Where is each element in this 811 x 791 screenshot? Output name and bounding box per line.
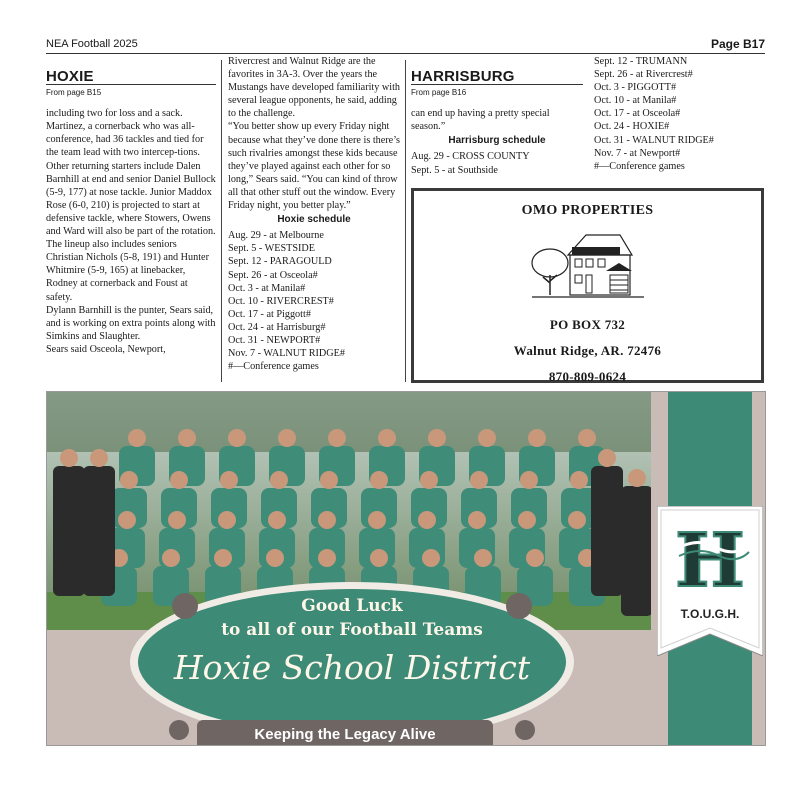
column-divider (221, 60, 222, 382)
player-head (278, 429, 296, 447)
omo-properties-ad (411, 188, 764, 383)
hoxie-column-1 (46, 70, 216, 356)
harrisburg-column-1 (411, 70, 583, 177)
harrisburg-schedule-item: Oct. 10 - at Manila# (594, 95, 677, 107)
hoxie-paragraph: Other returning starters include Dalen Barnhill at end and senior Daniel Bullock (5-9, 177) at nose tackle. Junior Maddox Rose (6-0, 210) is projected to start at defensive tackle, where Stowers, Owens and Ward will also be part of the rotation. The lineup also includes seniors Christian Nichols (5-8, 191) and Hunter Whitmire (5-9, 165) at linebacker, Rodney at cornerback and Foust at safety. (46, 160, 216, 303)
player-head (478, 429, 496, 447)
player-head (266, 549, 284, 567)
harrisburg-schedule-item: #—Conference games (594, 160, 685, 172)
player-head (418, 511, 436, 529)
section-name: NEA Football 2025 (46, 38, 138, 50)
player-head (228, 429, 246, 447)
player-head (128, 429, 146, 447)
column-divider (405, 60, 406, 382)
harrisburg-schedule-item: Oct. 3 - PIGGOTT# (594, 82, 677, 94)
player-head (318, 511, 336, 529)
player-head (318, 549, 336, 567)
player-head (568, 511, 586, 529)
harrisburg-schedule-item: Oct. 17 - at Osceola# (594, 108, 681, 120)
hoxie-schedule-item: Sept. 12 - PARAGOULD (228, 256, 332, 268)
player-head (320, 471, 338, 489)
harrisburg-schedule-item: Nov. 7 - at Newport# (594, 147, 681, 159)
harrisburg-schedule-item: Sept. 26 - at Rivercrest# (594, 69, 693, 81)
player-head (422, 549, 440, 567)
player-head (370, 471, 388, 489)
player-head (428, 429, 446, 447)
player-head (168, 511, 186, 529)
good-luck-line-1: Good Luck (301, 596, 403, 616)
player-head (526, 549, 544, 567)
player-head (270, 471, 288, 489)
harrisburg-schedule-item: Sept. 12 - TRUMANN (594, 56, 688, 67)
hoxie-jump-line: From page B15 (46, 88, 102, 98)
player-head (218, 511, 236, 529)
player-head (420, 471, 438, 489)
hoxie-schedule-item: Oct. 10 - RIVERCREST# (228, 295, 334, 307)
hoxie-school-district-ad (46, 391, 766, 746)
player-head (370, 549, 388, 567)
player-head (170, 471, 188, 489)
logo-caption: T.O.U.G.H. (680, 607, 740, 621)
player-head (518, 511, 536, 529)
player-head (268, 511, 286, 529)
harrisburg-schedule-title: Harrisburg schedule (448, 135, 546, 147)
player-head (328, 429, 346, 447)
hoxie-schedule-item: Oct. 31 - NEWPORT# (228, 334, 321, 346)
harrisburg-paragraph: can end up having a pretty special season.” (411, 108, 550, 133)
coach-figure (83, 466, 115, 596)
house-icon (528, 225, 648, 305)
hoxie-column-2 (228, 55, 400, 373)
omo-ad-address: Walnut Ridge, AR. 72476 (513, 343, 662, 358)
player-head (120, 471, 138, 489)
player-head (474, 549, 492, 567)
player-head (162, 549, 180, 567)
header-rule (46, 53, 765, 54)
hoxie-schedule-item: Nov. 7 - WALNUT RIDGE# (228, 348, 345, 360)
player-head (220, 471, 238, 489)
coach-head (628, 469, 646, 487)
player-head (214, 549, 232, 567)
good-luck-message (147, 594, 557, 642)
coach-head (60, 449, 78, 467)
harrisburg-schedule-item: Sept. 5 - at Southside (411, 164, 498, 176)
player-head (578, 429, 596, 447)
harrisburg-jump-line: From page B16 (411, 88, 467, 98)
slogan-bar: Keeping the Legacy Alive (197, 720, 493, 746)
hoxie-paragraph: Dylann Barnhill is the punter, Sears said, and is working on extra points along with Simkins and Slaughter. (46, 304, 216, 342)
hoxie-schedule-item: Oct. 17 - at Piggott# (228, 308, 311, 320)
hoxie-paragraph: including two for loss and a sack. Martinez, a cornerback who was all-conference, had 36 tackles and tied for the team lead with two intercep-tions. (46, 108, 204, 159)
hoxie-schedule-title: Hoxie schedule (277, 214, 351, 226)
logo-letter: H (675, 518, 745, 604)
hoxie-schedule-item: Sept. 26 - at Osceola# (228, 269, 318, 281)
hoxie-logo-banner (657, 506, 763, 656)
hoxie-schedule-item: Oct. 24 - at Harrisburg# (228, 321, 326, 333)
hoxie-paragraph: “You better show up every Friday night because what they’ve done there is there’s such rivalries amongst these kids because they’ve played against each other for so long,” Sears said. “You can kind of throw all that other stuff out the window. Every Friday night, you better play.” (228, 121, 400, 212)
hoxie-title: HOXIE (46, 68, 94, 85)
coach-head (598, 449, 616, 467)
harrisburg-schedule-item: Aug. 29 - CROSS COUNTY (411, 151, 530, 163)
coach-figure (53, 466, 85, 596)
hoxie-schedule-item: Oct. 3 - at Manila# (228, 282, 306, 294)
omo-ad-title: OMO PROPERTIES (521, 203, 654, 218)
hoxie-paragraph: Rivercrest and Walnut Ridge are the favorites in 3A-3. Over the years the Mustangs have developed familiarity with several league opponents, he said, adding to the challenge. (228, 56, 401, 120)
hoxie-schedule-item: #—Conference games (228, 361, 319, 373)
player-head (178, 429, 196, 447)
player-head (378, 429, 396, 447)
hoxie-paragraph: Sears said Osceola, Newport, (46, 343, 166, 355)
district-name: Hoxie School District (173, 648, 531, 687)
omo-ad-phone: 870-809-0624 (548, 369, 627, 384)
coach-figure (621, 486, 651, 616)
omo-ad-po-box: PO BOX 732 (549, 317, 626, 332)
player-head (368, 511, 386, 529)
page-number: Page B17 (710, 37, 765, 51)
coach-head (90, 449, 108, 467)
player-head (470, 471, 488, 489)
player-head (118, 511, 136, 529)
player-head (528, 429, 546, 447)
hoxie-schedule-item: Aug. 29 - at Melbourne (228, 230, 324, 242)
harrisburg-schedule-item: Oct. 31 - WALNUT RIDGE# (594, 134, 714, 146)
player-head (520, 471, 538, 489)
player-head (570, 471, 588, 489)
harrisburg-column-2 (594, 55, 764, 173)
player-head (468, 511, 486, 529)
coach-figure (591, 466, 623, 596)
harrisburg-title: HARRISBURG (411, 68, 515, 85)
harrisburg-schedule-item: Oct. 24 - HOXIE# (594, 121, 670, 133)
good-luck-line-2: to all of our Football Teams (221, 620, 483, 640)
hoxie-schedule-item: Sept. 5 - WESTSIDE (228, 243, 315, 255)
